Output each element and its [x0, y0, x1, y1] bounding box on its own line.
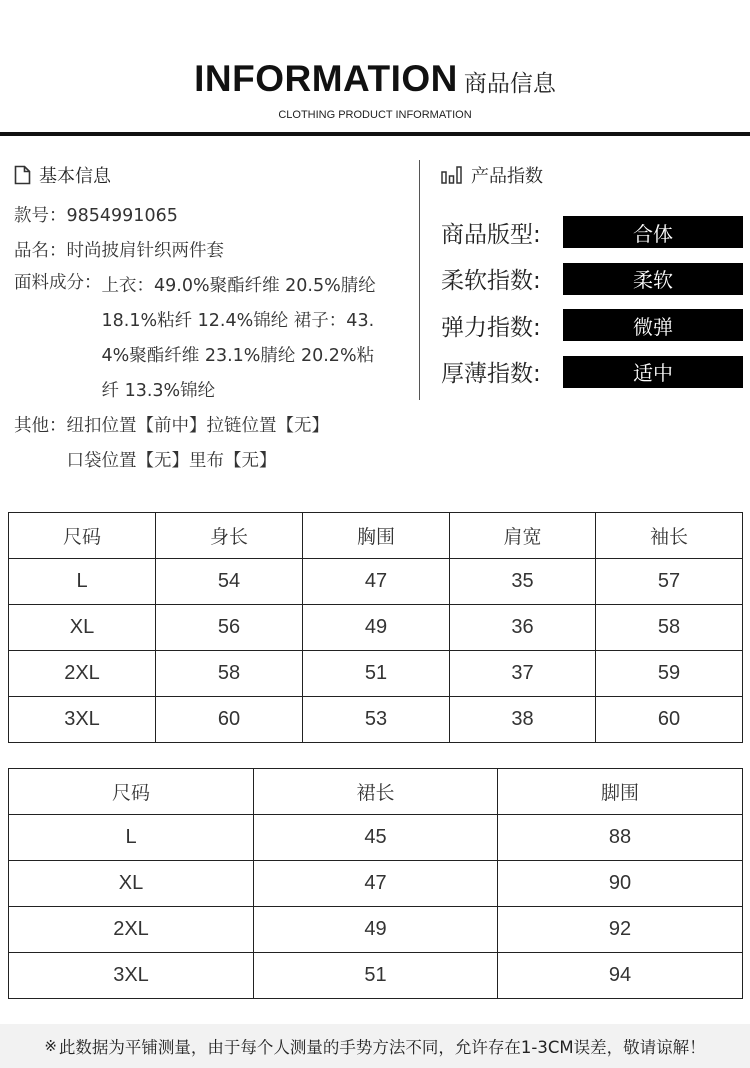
other-label: 其他： — [14, 416, 67, 436]
table-cell: 47 — [254, 861, 498, 907]
title-row — [0, 58, 750, 100]
header-cell: 身长 — [156, 513, 303, 559]
index-label-thickness: 厚薄指数: — [441, 361, 541, 387]
title-english: INFORMATION — [194, 58, 458, 99]
table-cell: 49 — [303, 605, 450, 651]
other-value-line1: 纽扣位置【前中】拉链位置【无】 — [66, 416, 329, 436]
table-cell: 36 — [450, 605, 596, 651]
document-icon — [14, 165, 31, 185]
table-cell: 57 — [596, 559, 743, 605]
table-row — [9, 559, 743, 605]
table-cell: 94 — [498, 953, 743, 999]
table-cell: 58 — [156, 651, 303, 697]
header-cell: 尺码 — [9, 513, 156, 559]
table-row — [9, 651, 743, 697]
header-cell: 尺码 — [9, 769, 254, 815]
header-cell: 袖长 — [596, 513, 743, 559]
table-cell: XL — [9, 861, 254, 907]
other-value-line2: 口袋位置【无】里布【无】 — [66, 451, 277, 471]
header-cell: 肩宽 — [450, 513, 596, 559]
title-chinese: 商品信息 — [463, 71, 556, 97]
header-cell: 裙长 — [254, 769, 498, 815]
table-cell: XL — [9, 605, 156, 651]
table-cell: 88 — [498, 815, 743, 861]
product-name-line — [14, 234, 414, 269]
index-rows — [441, 216, 743, 402]
table-cell: 59 — [596, 651, 743, 697]
top-size-table — [8, 512, 743, 743]
header-divider — [0, 132, 750, 136]
table-cell: 37 — [450, 651, 596, 697]
table-cell: L — [9, 559, 156, 605]
table-cell: 3XL — [9, 697, 156, 743]
table-cell: 35 — [450, 559, 596, 605]
index-label-softness: 柔软指数: — [441, 268, 541, 294]
table-cell: 51 — [303, 651, 450, 697]
product-name-value: 时尚披肩针织两件套 — [66, 241, 224, 261]
index-row-elasticity — [441, 309, 743, 341]
table-cell: 2XL — [9, 651, 156, 697]
index-value-elasticity: 微弹 — [563, 309, 743, 341]
product-index-title: 产品指数 — [471, 166, 543, 187]
table-row — [9, 907, 743, 953]
index-label-elasticity: 弹力指数: — [441, 314, 541, 341]
product-name-label: 品名： — [14, 241, 67, 261]
table-cell: 49 — [254, 907, 498, 953]
table-cell: 90 — [498, 861, 743, 907]
basic-info-section — [14, 160, 414, 479]
table-cell: 54 — [156, 559, 303, 605]
basic-info-heading — [14, 160, 414, 190]
table-cell: 92 — [498, 907, 743, 953]
footer-note — [0, 1024, 750, 1068]
table-row — [9, 697, 743, 743]
subtitle: CLOTHING PRODUCT INFORMATION — [278, 109, 472, 121]
header — [0, 0, 750, 140]
fabric-line — [14, 269, 414, 409]
table-cell: 58 — [596, 605, 743, 651]
other-value — [67, 409, 387, 479]
section-divider — [419, 160, 420, 400]
header-cell: 胸围 — [303, 513, 450, 559]
table-header-row — [9, 513, 743, 559]
header-cell: 脚围 — [498, 769, 743, 815]
table-row — [9, 605, 743, 651]
table-cell: 3XL — [9, 953, 254, 999]
index-value-softness: 柔软 — [563, 263, 743, 295]
table-cell: L — [9, 815, 254, 861]
fabric-label: 面料成分： — [14, 273, 102, 293]
other-line — [14, 409, 414, 479]
index-label-fit: 商品版型: — [441, 221, 541, 248]
style-number-value: 9854991065 — [66, 206, 178, 226]
reference-mark-icon: ※ — [44, 1037, 57, 1055]
product-index-heading — [441, 160, 746, 190]
index-row-fit — [441, 216, 743, 248]
index-value-fit: 合体 — [563, 216, 743, 248]
table-row — [9, 953, 743, 999]
index-row-thickness — [441, 356, 743, 388]
product-index-section — [441, 160, 746, 387]
skirt-size-table — [8, 768, 743, 999]
style-number-label: 款号： — [14, 206, 67, 226]
table-cell: 2XL — [9, 907, 254, 953]
index-value-thickness: 适中 — [563, 356, 743, 388]
fabric-value: 上衣：49.0%聚酯纤维 20.5%腈纶 18.1%粘纤 12.4%锦纶 裙子：43.4%聚酯纤维 23.1%腈纶 20.2%粘纤 13.3%锦纶 — [101, 276, 376, 401]
table-header-row — [9, 769, 743, 815]
bar-chart-icon — [441, 166, 463, 184]
table-cell: 60 — [596, 697, 743, 743]
basic-info-title: 基本信息 — [39, 166, 111, 187]
style-number-line — [14, 199, 414, 234]
table-cell: 47 — [303, 559, 450, 605]
table-row — [9, 861, 743, 907]
table-cell: 51 — [254, 953, 498, 999]
table-row — [9, 815, 743, 861]
table-cell: 56 — [156, 605, 303, 651]
table-cell: 45 — [254, 815, 498, 861]
table-cell: 38 — [450, 697, 596, 743]
table-cell: 53 — [303, 697, 450, 743]
index-row-softness — [441, 263, 743, 295]
table-cell: 60 — [156, 697, 303, 743]
footer-note-text: 此数据为平铺测量，由于每个人测量的手势方法不同，允许存在1-3CM误差，敬请谅解！ — [58, 1038, 706, 1057]
